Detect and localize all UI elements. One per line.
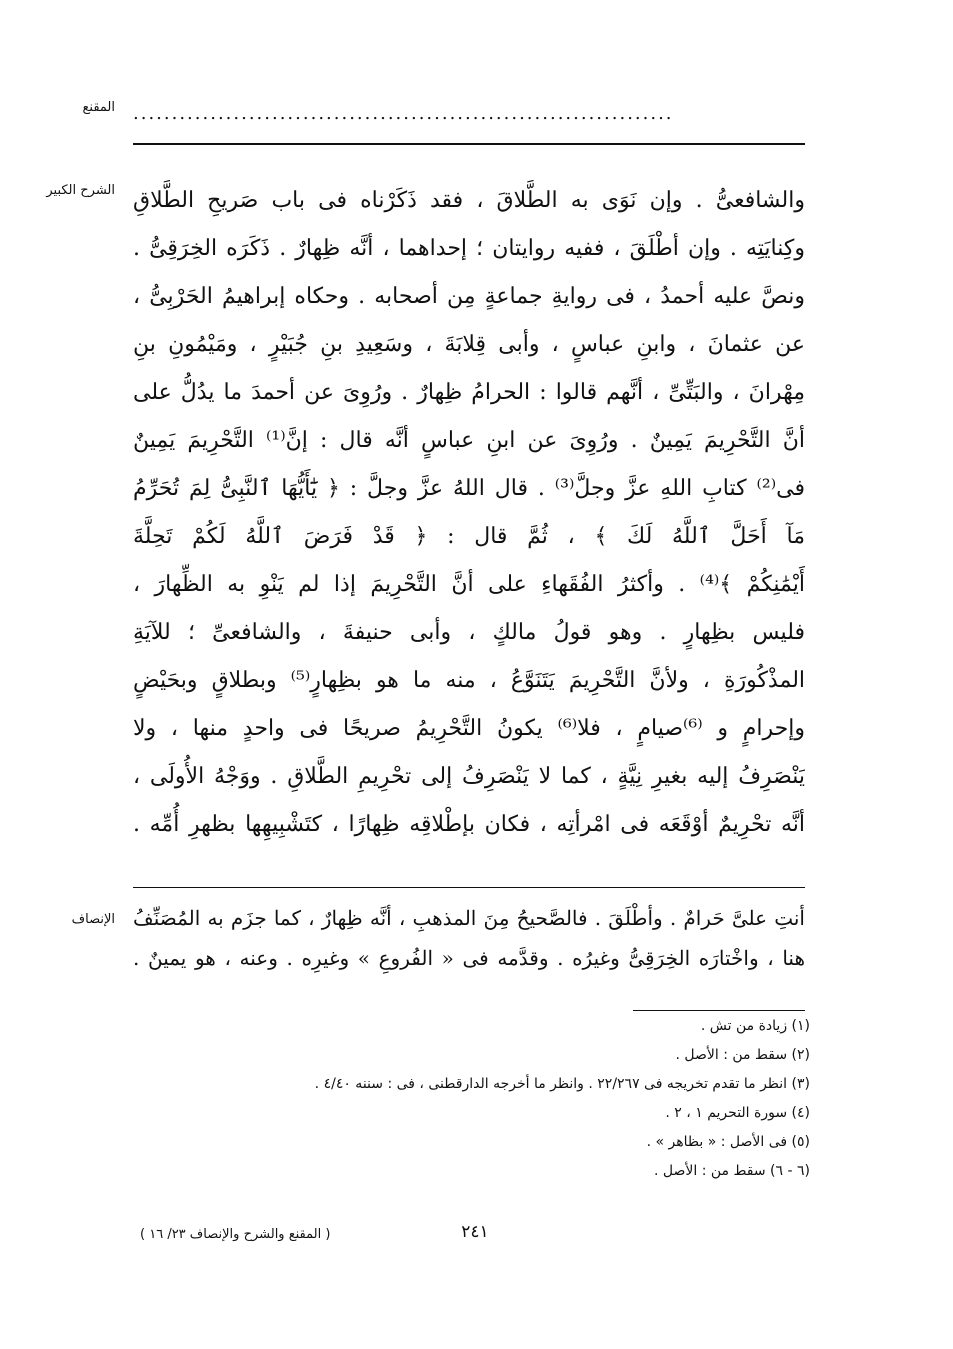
sharh-line: مِهْرانَ ، والبَتِّىِّ ، أنَّهم قالوا : الحرامُ ظِهارٌ . ورُوِىَ عن أحمدَ ما يدُلُّ على <box>133 380 805 405</box>
footnote-rule <box>633 1010 805 1011</box>
sharh-line: عن عثمانَ ، وابنِ عباسٍ ، وأبى قِلابَةَ ، وسَعِيدِ بنِ جُبَيْرٍ ، ومَيْمُونِ بنِ <box>133 332 805 357</box>
section-label-muqni: المقنع <box>82 100 115 115</box>
insaf-line: أنتِ علىَّ حَرامٌ . وأطْلَقَ . فالصَّحيحُ مِنَ المذهبِ ، أنَّه ظِهارٌ ، كما جزَم به المُصَنِّفُ <box>133 906 805 930</box>
sharh-line: أَيْمَٰنِكُمْ ﴾⁽⁴⁾ . وأكثرُ الفُقَهاءِ على أنَّ التَّحْرِيمَ إذا لم يَنْوِ به الظِّهارَ ، <box>133 572 805 597</box>
printer-signature: ( المقنع والشرح والإنصاف ٢٣/ ١٦ ) <box>140 1227 331 1242</box>
section-label-sharh: الشرح الكبير <box>46 183 115 198</box>
sharh-line: ونصَّ عليه أحمدُ ، فى روايةِ جماعةٍ مِن أصحابه . وحكاه إبراهيمُ الحَرْبِىُّ ، <box>133 284 805 309</box>
footnote-item: (١) زيادة من تش . <box>700 1018 810 1034</box>
footnotes-block <box>230 1012 810 1186</box>
footnote-item: (٥) فى الأصل : « بظاهر » . <box>646 1134 810 1150</box>
header-rule <box>133 143 805 145</box>
footnote-item: (٦ - ٦) سقط من : الأصل . <box>654 1163 810 1179</box>
sharh-line: أنَّه تحْرِيمٌ أوْقَعَه فى امْرأتِه ، فكان بإطْلاقِه ظِهارًا ، كتَشْبِيهِها بظهرِ أُمِّه . <box>133 812 805 837</box>
sharh-line: أنَّ التَّحْرِيمَ يَمِينٌ . ورُوِىَ عن ابنِ عباسٍ أنَّه قال : إنَّ⁽¹⁾ التَّحْرِيمَ يَمِينٌ <box>133 428 805 453</box>
section-divider <box>133 887 805 888</box>
sharh-line: وكِنايَتِه . وإن أطْلَقَ ، ففيه روايتان ؛ إحداهما ، أنَّه ظِهارٌ . ذَكَرَه الخِرَقِىُّ . <box>133 236 805 261</box>
sharh-line: فى⁽²⁾ كتابِ اللهِ عزَّ وجلَّ⁽³⁾ . قال اللهُ عزَّ وجلَّ : ﴿ يَٰٓأَيُّهَا ٱلنَّبِىُّ لِمَ تُحَرِّمُ <box>133 476 805 501</box>
footnote-item: (٣) انظر ما تقدم تخريجه فى ٢٢/٢٦٧ . وانظر ما أخرجه الدارقطنى ، فى : سننه ٤/٤٠ . <box>314 1076 810 1092</box>
header-dot-leader: ...................................................................... <box>133 104 674 124</box>
footnote-item: (٢) سقط من : الأصل . <box>675 1047 810 1063</box>
sharh-line: يَنْصَرِفُ إليه بغيرِ نِيَّةٍ ، كما لا يَنْصَرِفُ إلى تحْرِيمِ الطَّلاقِ . ووَجْهُ الأُولَى ، <box>133 764 805 789</box>
sharh-line: المذْكُورَةِ ، ولأنَّ التَّحْرِيمَ يَتَنَوَّعُ ، منه ما هو بظِهارٍ⁽⁵⁾ وبطلاقٍ وبحَيْضٍ <box>133 668 805 693</box>
sharh-line: والشافعىُّ . وإن نَوَى به الطَّلاقَ ، فقد ذَكَرْناه فى باب صَريحِ الطَّلاقِ <box>133 188 805 213</box>
sharh-line: فليس بظِهارٍ . وهو قولُ مالكٍ ، وأبى حنيفةَ ، والشافعىِّ ؛ للآيَةِ <box>133 620 805 645</box>
insaf-text-block <box>133 898 805 978</box>
sharh-text-block <box>133 177 805 849</box>
sharh-line: وإحرامٍ و ⁽⁶⁾صيامٍ ، فلا⁽⁶⁾ يكونُ التَّحْرِيمُ صريحًا فى واحدٍ منها ، ولا <box>133 716 805 741</box>
insaf-line: هنا ، واخْتارَه الخِرَقِىُّ وغيرُه . وقدَّمه فى « الفُروعِ » وغيرِه . وعنه ، هو يمينٌ . <box>133 946 805 970</box>
section-label-insaf: الإنصاف <box>71 912 115 927</box>
sharh-line: مَآ أَحَلَّ ٱللَّهُ لَكَ ﴾ ، ثُمَّ قال : ﴿ قَدْ فَرَضَ ٱللَّهُ لَكُمْ تَحِلَّةَ <box>133 524 805 549</box>
page-number: ٢٤١ <box>461 1222 489 1242</box>
footnote-item: (٤) سورة التحريم ١ ، ٢ . <box>665 1105 810 1121</box>
